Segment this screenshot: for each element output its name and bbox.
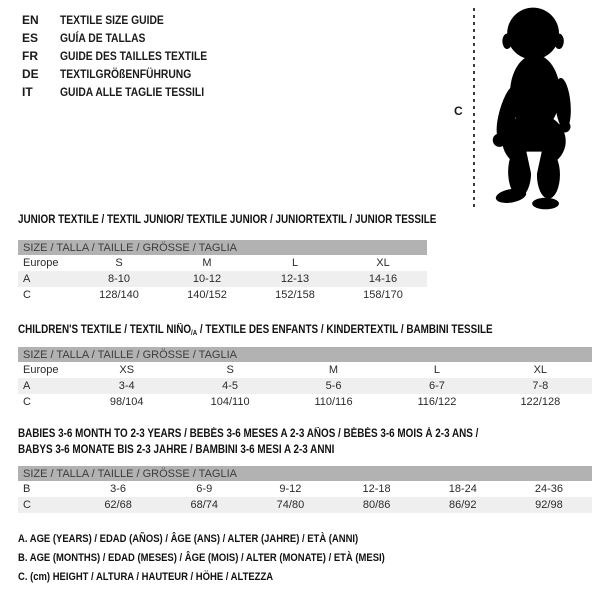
footnote-height: C. (cm) HEIGHT / ALTURA / HAUTEUR / HÖHE / ALTEZZA [18,571,274,583]
size-header-band [18,240,427,255]
size-value: 152/158 [275,289,315,301]
legend-footnotes [18,533,445,590]
table-row-height [18,394,592,410]
size-value: L [291,257,299,269]
table-row-age-months [18,481,592,497]
size-value: S [226,364,234,376]
table-row-europe [18,362,592,378]
size-value: 18-24 [448,483,477,495]
section-title-babies [18,426,553,458]
language-list [22,11,231,101]
size-value: 86/92 [449,499,477,511]
language-code: EN [22,13,39,27]
language-title: GUIDE DES TAILLES TEXTILE [60,49,208,63]
title-pre: CHILDREN'S TEXTILE / TEXTIL NIÑO [18,324,192,336]
size-value: 128/140 [99,289,139,301]
size-value: 158/170 [363,289,403,301]
language-row-es [22,29,231,47]
size-header-text: SIZE / TALLA / TAILLE / GRÖSSE / TAGLIA [23,467,237,480]
size-value: 5-6 [325,380,342,392]
row-label: A [23,273,31,285]
size-value: 74/80 [276,499,305,511]
size-header-text: SIZE / TALLA / TAILLE / GRÖSSE / TAGLIA [23,241,237,254]
size-value: 6-7 [428,380,445,392]
size-value: 98/104 [109,396,144,408]
table-row-age [18,378,592,394]
size-value: 116/122 [417,396,457,408]
row-label: Europe [23,364,59,376]
footnote-age-years: A. AGE (YEARS) / EDAD (AÑOS) / ÂGE (ANS) / ALTER (JAHRE) / ETÀ (ANNI) [18,533,359,545]
size-value: 9-12 [279,483,302,495]
language-title: GUIDA ALLE TAGLIE TESSILI [60,85,205,99]
size-value: 14-16 [368,273,398,285]
section-title-text [18,324,493,337]
baby-silhouette-icon [487,4,583,212]
footnote-age-months: B. AGE (MONTHS) / EDAD (MESES) / ÂGE (MOIS) / ALTER (MONATE) / ETÀ (MESI) [18,552,385,564]
table-row-europe [18,255,427,271]
size-value: 68/74 [190,499,219,511]
size-value: 92/98 [535,499,563,511]
size-value: 80/86 [362,499,391,511]
section-title-line1: BABIES 3-6 MONTH TO 2-3 YEARS / BEBÉS 3-6 MESES A 2-3 AÑOS / BÉBÉS 3-6 MOIS À 2-3 ANS / [18,428,479,440]
size-value: XL [376,257,390,269]
size-value: 140/152 [187,289,227,301]
size-value: M [202,257,212,269]
junior-size-table [18,240,427,303]
row-label: C [23,289,31,301]
size-value: 4-5 [222,380,239,392]
language-code: DE [22,67,39,81]
size-value: S [115,257,123,269]
language-code: ES [22,31,39,45]
section-title-children [18,324,570,337]
size-value: L [433,364,440,376]
language-row-it [22,83,231,101]
section-title-text: JUNIOR TEXTILE / TEXTIL JUNIOR/ TEXTILE JUNIOR / JUNIORTEXTIL / JUNIOR TESSILE [18,214,437,226]
size-value: 12-13 [280,273,310,285]
language-row-de [22,65,231,83]
size-value: 3-4 [118,380,135,392]
row-label: Europe [23,257,59,269]
table-row-height [18,287,427,303]
size-value: 10-12 [192,273,222,285]
size-value: 110/116 [314,396,353,408]
size-value: 3-6 [110,483,127,495]
row-label: A [23,380,31,392]
size-value: M [328,364,339,376]
size-value: 104/110 [210,396,250,408]
section-title-line2: BABYS 3-6 MONATE BIS 2-3 JAHRE / BAMBINI 3-6 MESI A 2-3 ANNI [18,444,335,456]
title-subscript: /A [191,328,198,337]
size-value: 122/128 [520,396,561,408]
table-row-height [18,497,592,513]
language-code: FR [22,49,38,63]
row-label: B [23,483,31,495]
size-value: XL [533,364,548,376]
section-title-junior [18,214,504,226]
row-label: C [23,499,31,511]
height-measure-label: C [454,104,463,118]
size-value: 62/68 [104,499,132,511]
language-title: GUÍA DE TALLAS [60,31,146,45]
language-title: TEXTILE SIZE GUIDE [60,13,164,27]
language-row-fr [22,47,231,65]
table-row-age [18,271,427,287]
size-value: 7-8 [532,380,549,392]
size-value: 24-36 [534,483,564,495]
title-post: / TEXTILE DES ENFANTS / KINDERTEXTIL / BAMBINI TESSILE [197,324,493,336]
size-header-band [18,347,592,362]
language-code: IT [22,85,33,99]
size-header-text: SIZE / TALLA / TAILLE / GRÖSSE / TAGLIA [23,348,237,361]
children-size-table [18,347,592,410]
size-value: 8-10 [107,273,131,285]
size-value: 6-9 [196,483,213,495]
language-title: TEXTILGRÖßENFÜHRUNG [60,67,192,81]
size-value: XS [119,364,135,376]
language-row-en [22,11,231,29]
size-value: 12-18 [362,483,391,495]
height-measure-line [473,8,475,210]
size-header-band [18,466,592,481]
row-label: C [23,396,31,408]
babies-size-table [18,466,592,513]
